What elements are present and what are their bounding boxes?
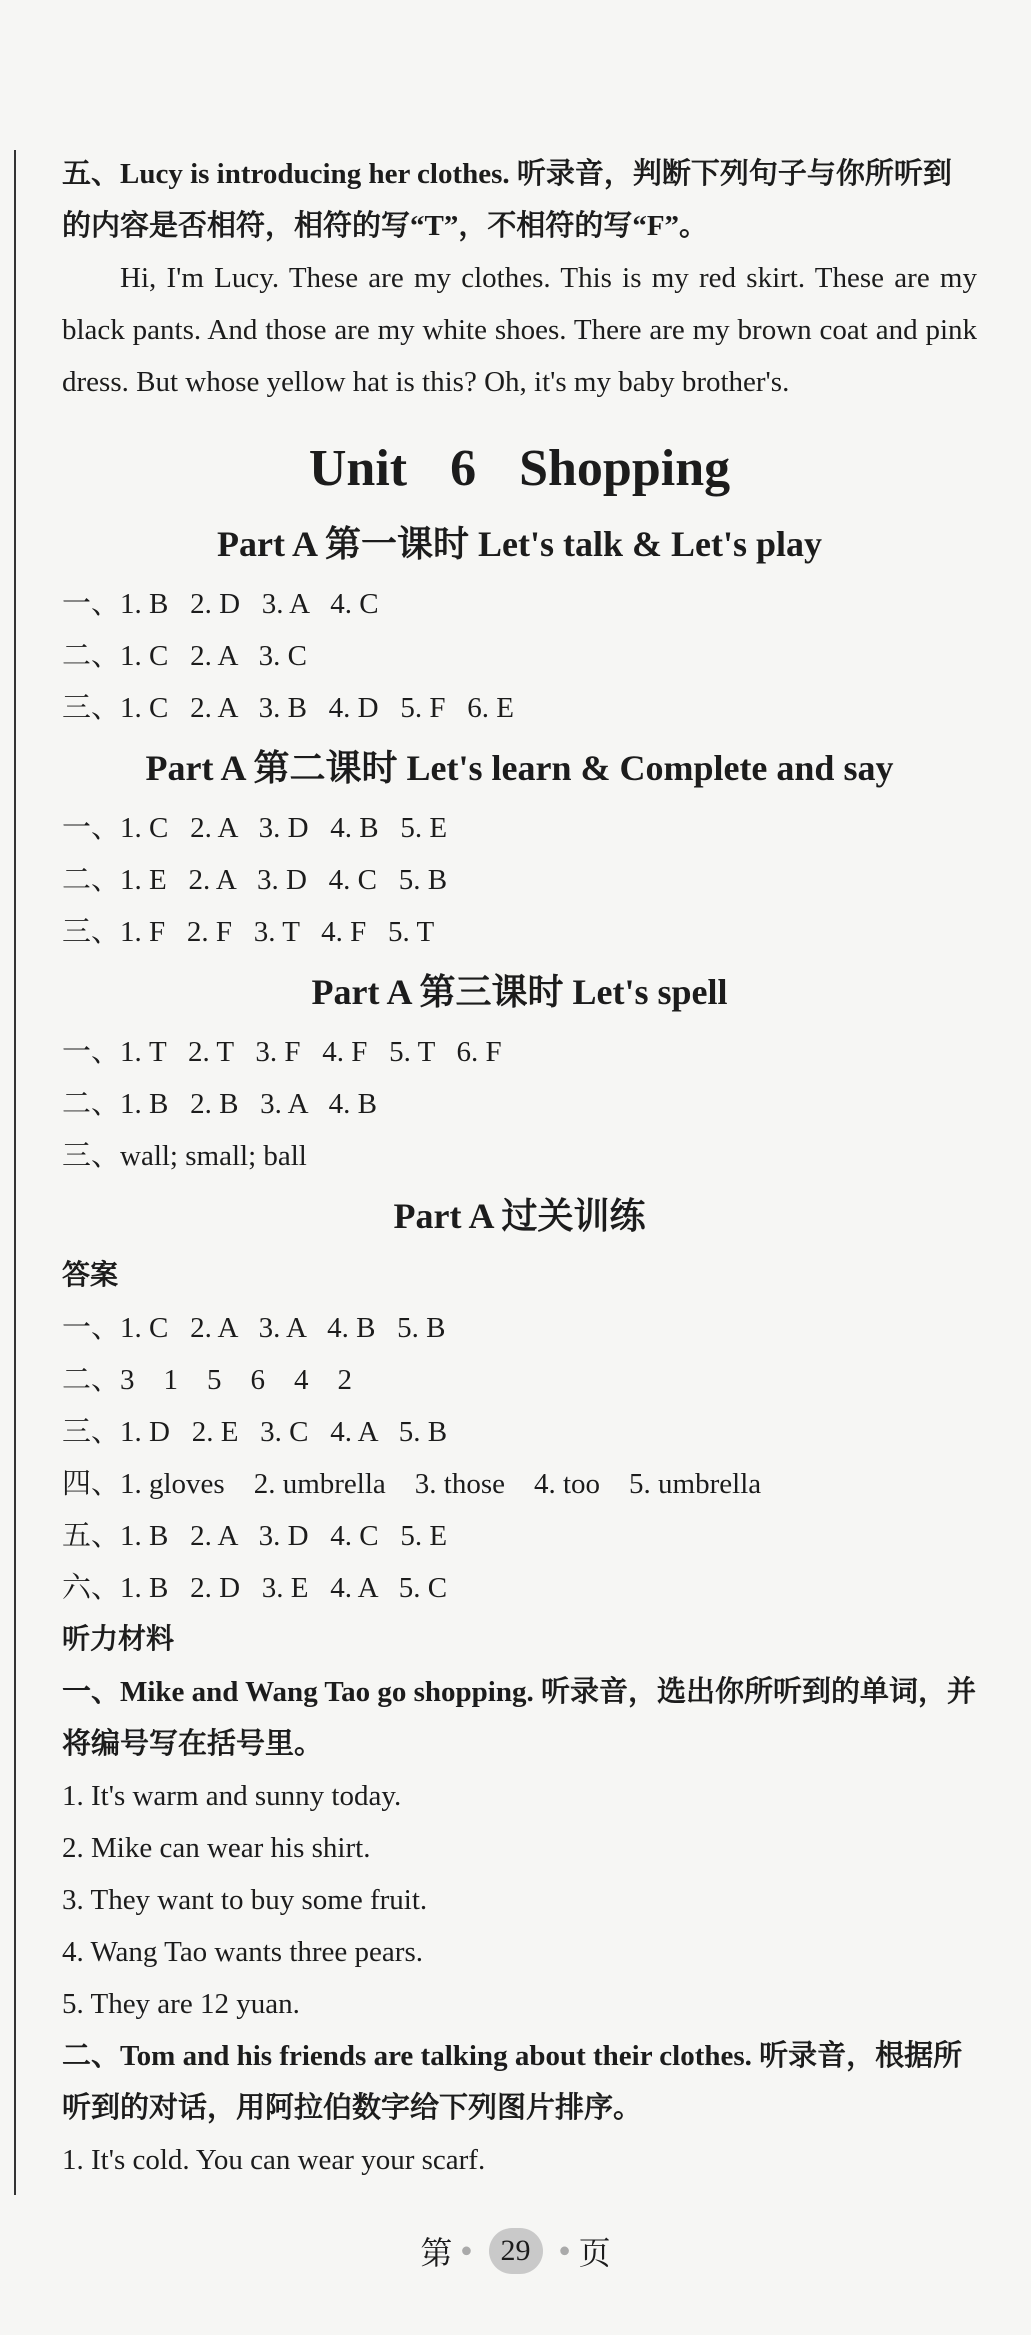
page-number: 29 bbox=[489, 2228, 543, 2274]
answer-line: 一、1. C 2. A 3. D 4. B 5. E bbox=[62, 812, 448, 844]
part-a4-title: Part A 过关训练 bbox=[393, 1196, 646, 1236]
part-a2-title: Part A 第二课时 Let's learn & Complete and say bbox=[145, 748, 894, 788]
answer-label: 答案 bbox=[62, 1260, 119, 1291]
listening-line: 5. They are 12 yuan. bbox=[62, 1988, 300, 2020]
answer-line: 二、1. B 2. B 3. A 4. B bbox=[62, 1088, 378, 1120]
listening-line: 1. It's warm and sunny today. bbox=[62, 1780, 402, 1812]
footer-dot-icon: ● bbox=[558, 2239, 571, 2262]
answer-line: 五、1. B 2. A 3. D 4. C 5. E bbox=[62, 1520, 448, 1552]
answer-line: 二、1. C 2. A 3. C bbox=[62, 640, 307, 672]
margin-rule bbox=[14, 150, 16, 2195]
answer-line: 三、wall; small; ball bbox=[62, 1140, 307, 1172]
listening2-question: 二、Tom and his friends are talking about their clothes. 听录音，根据所听到的对话，用阿拉伯数字给下列图片排序。 bbox=[62, 2040, 963, 2124]
answer-line: 三、1. C 2. A 3. B 4. D 5. F 6. E bbox=[62, 692, 514, 724]
unit-title: Unit 6 Shopping bbox=[308, 440, 731, 497]
answer-line: 三、1. F 2. F 3. T 4. F 5. T bbox=[62, 916, 435, 948]
answer-line: 二、3 1 5 6 4 2 bbox=[62, 1364, 353, 1396]
answer-line: 一、1. T 2. T 3. F 4. F 5. T 6. F bbox=[62, 1036, 502, 1068]
footer-dot-icon: ● bbox=[460, 2239, 473, 2262]
page-footer bbox=[0, 2228, 1031, 2274]
footer-suffix: 页 bbox=[578, 2235, 611, 2271]
listening-line: 3. They want to buy some fruit. bbox=[62, 1884, 428, 1916]
part-a3-title: Part A 第三课时 Let's spell bbox=[311, 972, 728, 1012]
section5-passage: Hi, I'm Lucy. These are my clothes. This is my red skirt. These are my black pants. And those are my white shoes. There are my brown coat and pink dress. But whose yellow hat is this? Oh, it's my baby brother's. bbox=[62, 262, 977, 398]
listening-label: 听力材料 bbox=[62, 1624, 175, 1655]
answer-line: 四、1. gloves 2. umbrella 3. those 4. too 5. umbrella bbox=[62, 1468, 762, 1500]
answer-line: 一、1. C 2. A 3. A 4. B 5. B bbox=[62, 1312, 446, 1344]
listening1-question: 一、Mike and Wang Tao go shopping. 听录音，选出你所听到的单词，并将编号写在括号里。 bbox=[62, 1676, 976, 1760]
listening-line: 4. Wang Tao wants three pears. bbox=[62, 1936, 423, 1968]
footer-prefix: 第 bbox=[420, 2235, 453, 2271]
listening-line: 1. It's cold. You can wear your scarf. bbox=[62, 2144, 486, 2176]
page-content bbox=[62, 148, 977, 2186]
answer-line: 三、1. D 2. E 3. C 4. A 5. B bbox=[62, 1416, 448, 1448]
listening-line: 2. Mike can wear his shirt. bbox=[62, 1832, 371, 1864]
part-a1-title: Part A 第一课时 Let's talk & Let's play bbox=[217, 524, 822, 564]
answer-line: 六、1. B 2. D 3. E 4. A 5. C bbox=[62, 1572, 448, 1604]
answer-line: 二、1. E 2. A 3. D 4. C 5. B bbox=[62, 864, 448, 896]
answer-line: 一、1. B 2. D 3. A 4. C bbox=[62, 588, 379, 620]
section5-question: 五、Lucy is introducing her clothes. 听录音，判断下列句子与你所听到的内容是否相符，相符的写“T”，不相符的写“F”。 bbox=[62, 158, 952, 242]
